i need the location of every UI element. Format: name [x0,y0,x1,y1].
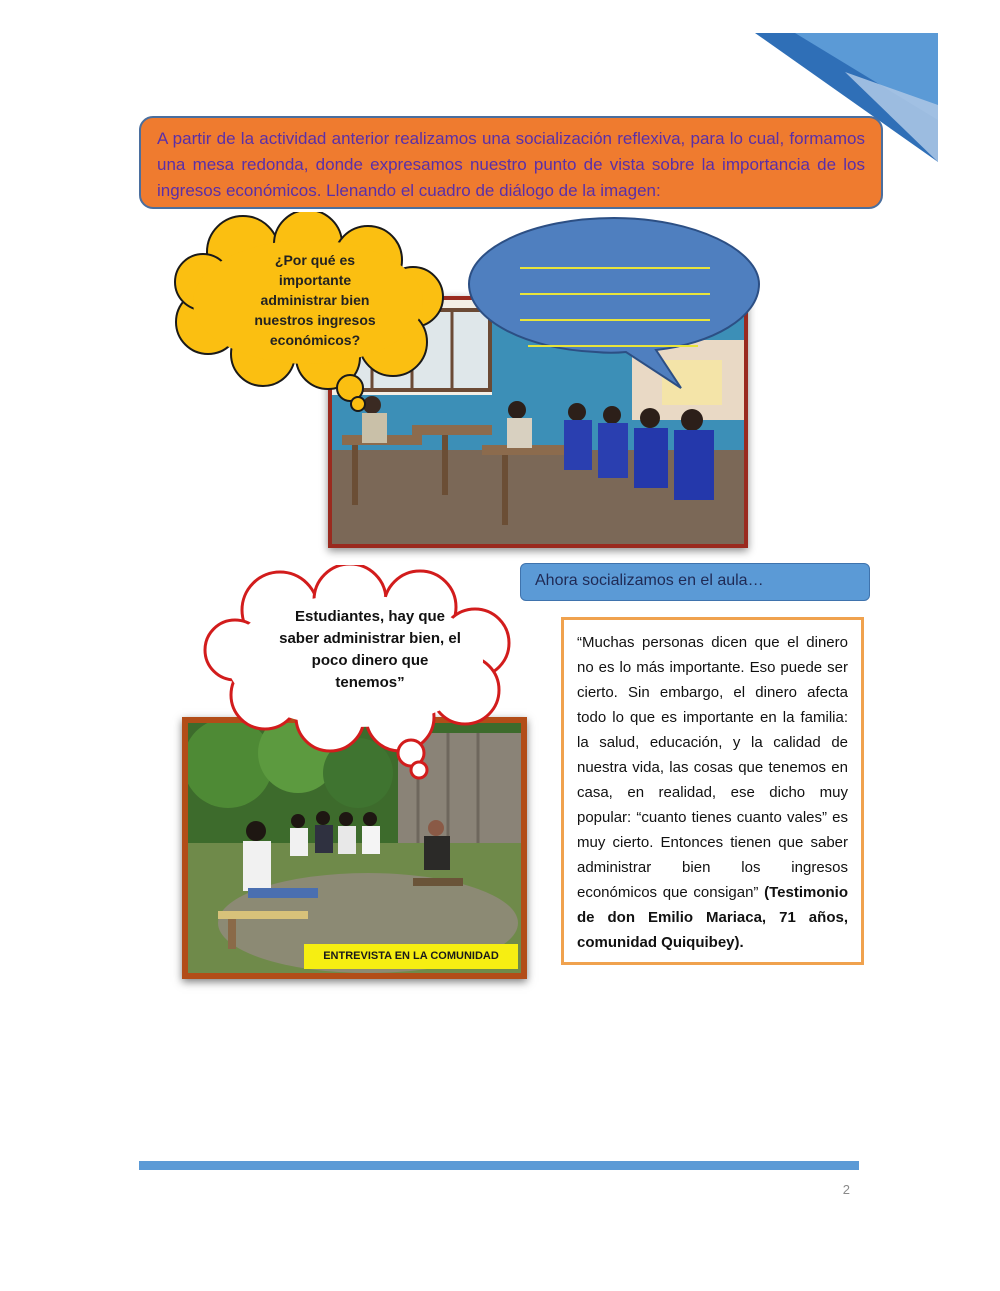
question-text: ¿Por qué es importante administrar bien nuestros ingresos económicos? [254,252,376,348]
intro-text: A partir de la actividad anterior realizamos una socialización reflexiva, para lo cual, formamos una mesa redonda, donde expresamos nuestro punto de vista sobre la importancia de los ingresos económicos. Llenando el cuadro de diálogo de la imagen: [157,129,865,200]
testimony-quote: “Muchas personas dicen que el dinero no es lo más importante. Eso puede ser cierto. Sin embargo, el dinero afecta todo lo que es importante en la familia: la salud, educación, y la calidad de nuestra vida, las cosas que tenemos en casa, en realidad, ese dicho muy popular: “cuanto tienes cuanto vales” es muy cierto. Entonces tienen que saber administrar bien los ingresos económicos que consigan” [577,634,848,901]
teacher-quote: Estudiantes, hay que saber administrar bien, el poco dinero que tenemos” [279,608,461,691]
intro-instruction-box [139,116,883,209]
page-number: 2 [842,1182,850,1197]
section-title-box [520,563,870,601]
answer-line-4[interactable] [528,333,698,347]
photo-caption: ENTREVISTA EN LA COMUNIDAD [304,944,518,969]
answer-lines [520,255,710,359]
testimony-attribution: (Testimonio de don Emilio Mariaca, 71 años, comunidad Quiquibey). [577,884,848,951]
answer-line-2[interactable] [520,281,710,295]
answer-line-1[interactable] [520,255,710,269]
footer-bar [139,1161,859,1170]
answer-line-3[interactable] [520,307,710,321]
section-title: Ahora socializamos en el aula… [535,572,764,589]
testimony-box [561,617,864,965]
